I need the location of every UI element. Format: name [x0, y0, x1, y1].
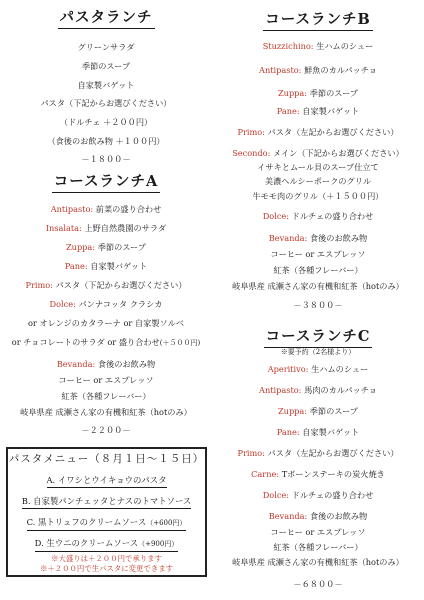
pasta-lunch-line: 自家製バゲット — [77, 80, 135, 90]
course-c-item: Pane: 自家製バゲット — [276, 427, 360, 437]
secondo-option: 美濃ヘルシーポークのグリル — [264, 176, 372, 186]
drink-line: 紅茶（各種フレーバー） — [273, 265, 363, 275]
course-a-title: コースランチA — [0, 173, 212, 193]
course-b-price: －３８００－ — [293, 300, 343, 310]
course-c-item: Antipasto: 馬肉のカルパッチョ — [259, 385, 377, 395]
course-c-item: Aperitivo: 生ハムのシュー — [267, 364, 369, 374]
course-b-item: Antipasto: 鮮魚のカルパッチョ — [259, 65, 377, 75]
course-b-bevanda: Bevanda: 食後のお飲み物 — [268, 233, 368, 243]
course-b-item: Stuzzichino: 生ハムのシュー — [262, 41, 374, 51]
course-c-item: Bevanda: 食後のお飲み物 — [268, 511, 368, 521]
course-b-item: Primo: パスタ（左記からお選びください） — [237, 127, 399, 137]
course-c-title: コースランチC — [212, 328, 424, 348]
pasta-item: D. 生ウニのクリームソース（+900円） — [8, 537, 205, 552]
pasta-lunch-price: －１８００－ — [81, 154, 131, 164]
course-a-item: Antipasto: 前菜の盛り合わせ — [50, 204, 162, 214]
drink-line: コーヒー or エスプレッソ — [58, 375, 154, 385]
course-b-dolce: Dolce: ドルチェの盛り合わせ — [262, 211, 374, 221]
course-a-item: Pane: 自家製バゲット — [64, 261, 148, 271]
drink-line: 岐阜県産 成瀬さん家の有機和紅茶（hotのみ） — [232, 281, 404, 291]
course-b-item: Zuppa: 季節のスープ — [277, 88, 358, 98]
course-c-item: Carne: Tボーンステーキの炭火焼き — [251, 469, 385, 479]
secondo-option: 牛モモ肉のグリル（＋１５００円） — [252, 191, 384, 201]
course-a-item: Primo: パスタ（下記からお選びください） — [25, 280, 187, 290]
course-c-item: Zuppa: 季節のスープ — [277, 406, 358, 416]
course-c-item: Primo: パスタ（左記からお選びください） — [237, 448, 399, 458]
pasta-lunch-line: （食後のお飲み物 ＋１００円） — [47, 136, 165, 146]
drink-line: 紅茶（各種フレーバー） — [61, 391, 151, 401]
pasta-menu-box — [6, 447, 207, 577]
pasta-lunch-title: パスタランチ — [0, 9, 212, 29]
pasta-lunch-line: （ドルチェ ＋２００円） — [59, 117, 153, 127]
pasta-lunch-line: グリーンサラダ — [77, 42, 135, 52]
course-a-price: －２２００－ — [81, 425, 131, 435]
pasta-item: C. 黒トリュフのクリームソース（+600円） — [8, 516, 205, 531]
drink-line: 岐阜県産 成瀬さん家の有機和紅茶（hotのみ） — [20, 407, 192, 417]
course-a-item: Dolce: パンナコッタ クラシカ — [49, 299, 163, 309]
course-b-title: コースランチB — [212, 11, 424, 31]
pasta-lunch-line: 季節のスープ — [81, 61, 131, 71]
pasta-note: ※大盛りは＋２００円で承ります — [51, 554, 162, 563]
dolce-option: or チョコレートのサラダ or 盛り合わせ(＋５００円) — [11, 337, 201, 347]
drink-line: コーヒー or エスプレッソ — [270, 249, 366, 259]
course-a-item: Zuppa: 季節のスープ — [65, 242, 146, 252]
pasta-item: B. 自家製パンチェッタとナスのトマトソース — [8, 495, 205, 509]
course-a-bevanda: Bevanda: 食後のお飲み物 — [56, 359, 156, 369]
drink-line: 岐阜県産 成瀬さん家の有機和紅茶（hotのみ） — [232, 557, 404, 567]
course-c-price: －６８００－ — [293, 579, 343, 589]
pasta-menu-title: パスタメニュー（８月１日～１５日） — [8, 453, 205, 465]
course-b-item: Pane: 自家製バゲット — [276, 106, 360, 116]
pasta-note: ※＋２００円で生パスタに変更できます — [39, 564, 174, 573]
course-a-item: Insalata: 上野自然農園のサラダ — [45, 223, 167, 233]
secondo-option: イサキとムール貝のスープ仕立て — [257, 162, 379, 172]
course-b-item: Secondo: メイン（下記からお選びください） — [232, 148, 404, 158]
course-c-note: ※要予約（2名様より） — [280, 348, 356, 356]
course-c-item: Dolce: ドルチェの盛り合わせ — [262, 490, 374, 500]
drink-line: 紅茶（各種フレーバー） — [273, 542, 363, 552]
dolce-option: or オレンジのカタラーナ or 自家製ソルベ — [27, 318, 185, 328]
pasta-lunch-line: パスタ（下記からお選びください） — [40, 98, 172, 108]
drink-line: コーヒー or エスプレッソ — [270, 527, 366, 537]
pasta-item: A. イワシとウイキョウのパスタ — [8, 474, 205, 488]
